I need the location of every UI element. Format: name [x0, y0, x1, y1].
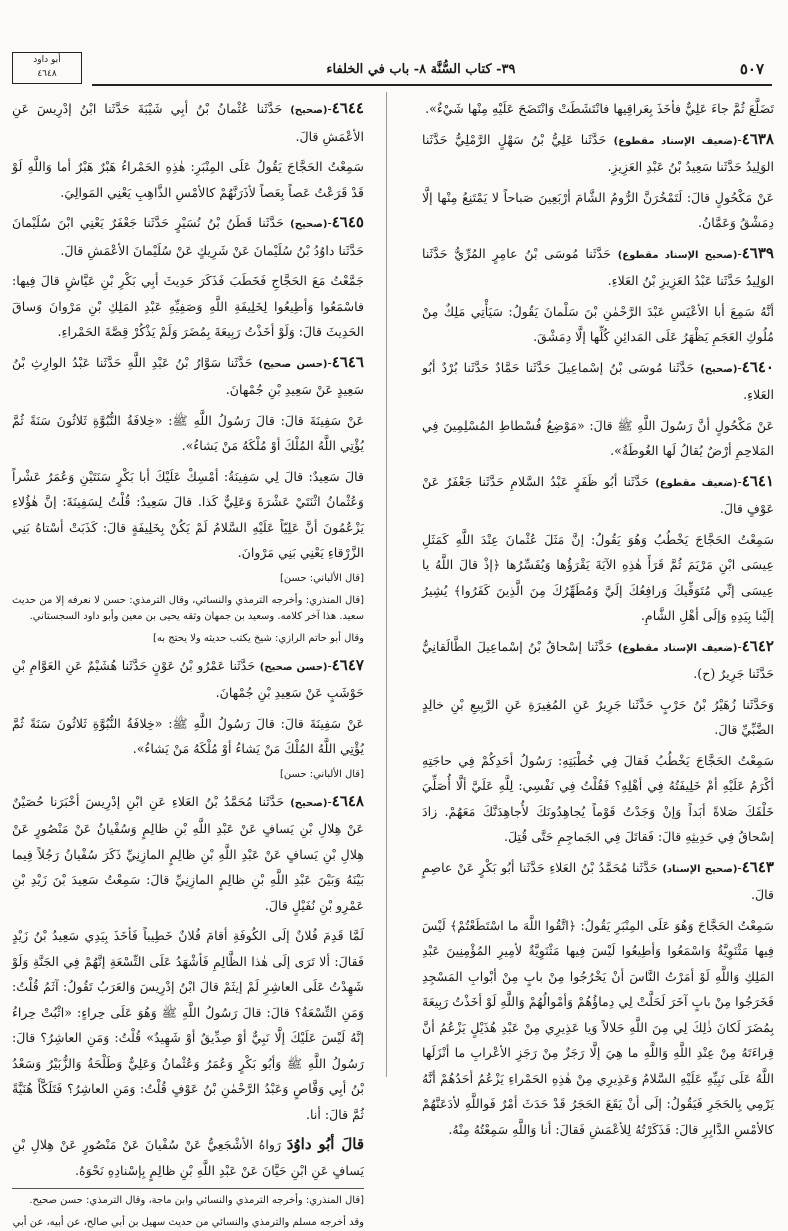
hadith-paragraph: ٤٦٤٨-(صحيح) حَدَّثَنا مُحَمَّدُ بْنُ العَلاءِ عَنِ ابْنِ إدْرِيسَ أخْبَرَنا حُصَيْنٌ عَنْ هِلالِ بْنِ يَسافٍ عَنْ عَبْدِ اللَّهِ بْنِ ظالِمٍ وَسُفْيانُ عَنْ مَنْصُورٍ عَنْ هِلالِ بْنِ يَسافٍ عَنْ عَبْدِ اللَّهِ بْنِ ظالِمٍ المازِنِيِّ ذَكَرَ سُفْيانُ رَجُلاً فِيما بَيْنَهُ وَبَيْنَ عَبْدِ اللَّهِ بْنِ ظالِمٍ المازِنِيِّ قالَ: سَمِعْتُ سَعِيدَ بْنَ زَيْدِ بْنِ عَمْرِو بْنِ نُفَيْلٍ قالَ.: [12, 791, 364, 913]
paragraph-text: حَدَّثَنا مُحَمَّدُ بْنُ العَلاءِ عَنِ ابْنِ إدْرِيسَ أخْبَرَنا حُصَيْنٌ عَنْ هِلالِ بْنِ يَسافٍ عَنْ عَبْدِ اللَّهِ بْنِ ظالِمٍ وَسُفْيانُ عَنْ مَنْصُورٍ عَنْ هِلالِ بْنِ يَسافٍ عَنْ عَبْدِ اللَّهِ بْنِ ظالِمٍ المازِنِيِّ ذَكَرَ سُفْيانُ رَجُلاً فِيما بَيْنَهُ وَبَيْنَ عَبْدِ اللَّهِ بْنِ ظالِمٍ المازِنِيِّ قالَ: سَمِعْتُ سَعِيدَ بْنَ زَيْدِ بْنِ عَمْرِو بْنِ نُفَيْلٍ قالَ.: [12, 793, 364, 913]
hadith-paragraph: ٤٦٤٣-(صحيح الإسناد) حَدَّثَنا مُحَمَّدُ بْنُ العَلاءِ حَدَّثَنا أبُو بَكْرٍ عَنْ عاصِمٍ قالَ.: [422, 857, 774, 902]
text-paragraph: [12, 711, 364, 762]
footnote-separator: [12, 1188, 364, 1189]
hadith-number: ٤٦٤٤: [331, 99, 364, 117]
paragraph-text: عَنْ سَفِينَةَ قالَ: قالَ رَسُولُ اللَّهِ ﷺ: «خِلافَةُ النُّبُوَّةِ ثَلاثُونَ سَنَةً ثُمَّ يُؤْتِي اللَّهُ المُلْكَ مَنْ يَشاءُ أوْ مُلْكَهُ مَنْ يَشاءُ».: [12, 715, 364, 756]
paragraph-text: حَدَّثَنا عَلِيُّ بْنُ سَهْلٍ الرَّمْلِيُّ حَدَّثَنا الوَلِيدُ حَدَّثَنا سَعِيدُ بْنُ عَبْدِ العَزِيزِ.: [422, 131, 774, 174]
text-paragraph: [422, 692, 774, 743]
grade-tag: (حسن صحيح): [259, 661, 328, 673]
text-paragraph: [422, 413, 774, 464]
paragraph-text: حَدَّثَنا مُحَمَّدُ بْنُ العَلاءِ حَدَّثَنا أبُو بَكْرٍ عَنْ عاصِمٍ قالَ.: [422, 859, 774, 902]
paragraph-text: عَنْ سَفِينَةَ قالَ: قالَ رَسُولُ اللَّهِ ﷺ: «خِلافَةُ النُّبُوَّةِ ثَلاثُونَ سَنَةً ثُمَّ يُؤْتِي اللَّهُ المُلْكَ أوْ مُلْكَهُ مَنْ يَشاءُ».: [12, 412, 364, 453]
hadith-number: ٤٦٤٦: [331, 352, 364, 371]
hadith-number: ٤٦٤٠: [741, 357, 774, 376]
grade-tag: (صحيح الإسناد): [662, 863, 738, 875]
left-block-1: [12, 96, 364, 566]
hadith-number: ٤٦٤٢: [741, 636, 774, 655]
paragraph-text: وَحَدَّثَنا زُهَيْرُ بْنُ حَرْبٍ حَدَّثَنا جَرِيرٌ عَنِ المُغِيرَةِ عَنِ الرَّبِيعِ بْنِ خالِدٍ الضَّبِّيِّ قالَ.: [422, 696, 774, 737]
paragraph-text: حَدَّثَنا عَمْرُو بْنُ عَوْنٍ حَدَّثَنا هُشَيْمٌ عَنِ العَوَّامِ بْنِ حَوْشَبٍ عَنْ سَعِيدِ بْنِ جُمْهانَ.: [12, 657, 364, 700]
grade-tag: (صحيح): [290, 105, 328, 116]
text-paragraph: [12, 408, 364, 459]
left-column: [12, 96, 364, 1228]
paragraph-text: حَدَّثَنا إسْحاقُ بْنُ إسْماعِيلَ الطَّالَقانِيُّ حَدَّثَنا جَرِيرٌ (ح).: [422, 638, 774, 681]
grade-tag: (صحيح): [290, 797, 328, 809]
grade-tag: (صحيح): [290, 219, 328, 230]
footnote-line: [قال الألباني: حسن]: [279, 572, 364, 584]
hadith-paragraph: ٤٦٣٨-(ضعيف الإسناد مقطوع) حَدَّثَنا عَلِيُّ بْنُ سَهْلٍ الرَّمْلِيُّ حَدَّثَنا الوَلِيدُ حَدَّثَنا سَعِيدُ بْنُ عَبْدِ العَزِيزِ.: [422, 129, 774, 174]
text-paragraph: [422, 96, 774, 122]
paragraph-text: حَدَّثَنا مُوسَى بْنُ إسْماعِيلَ حَدَّثَنا حَمَّادٌ حَدَّثَنا بُرْدٌ أبُو العَلاءِ.: [422, 359, 774, 402]
paragraph-text: حَدَّثَنا قَطَنُ بْنُ نُسَيْرٍ حَدَّثَنا جَعْفَرٌ يَعْنِي ابْنَ سُلَيْمانَ حَدَّثَنا داوُدُ بْنُ سُلَيْمانَ عَنْ شَرِيكٍ عَنْ سُلَيْمانَ الأعْمَشِ قالَ.: [12, 215, 364, 258]
paragraph-text: عَنْ مَكْحُولٍ قالَ: لَتَمْخُرَنَّ الرُّومُ الشَّامَ أرْبَعِينَ صَباحاً لا يَمْتَنِعُ مِنْها إلَّا دِمَشْقُ وَعَمَّانُ.: [422, 189, 774, 230]
chapter-title: ٣٩- كتاب السُّنَّة ٨- باب في الخلفاء: [326, 61, 516, 77]
page-number: ٥٠٧: [739, 60, 764, 78]
footnote-block-1: [12, 571, 364, 647]
text-paragraph: [422, 748, 774, 850]
right-column: [422, 96, 774, 1137]
hadith-paragraph: ٤٦٤٧-(حسن صحيح) حَدَّثَنا عَمْرُو بْنُ عَوْنٍ حَدَّثَنا هُشَيْمٌ عَنِ العَوَّامِ بْنِ حَوْشَبٍ عَنْ سَعِيدِ بْنِ جُمْهانَ.: [12, 655, 364, 700]
box-book-name: أبو داود: [33, 55, 61, 65]
paragraph-text: حَدَّثَنا سَوَّارُ بْنُ عَبْدِ اللَّهِ حَدَّثَنا عَبْدُ الوارِثِ بْنُ سَعِيدٍ عَنْ سَعِيدِ بْنِ جُمْهانَ.: [12, 354, 364, 397]
footnote-line: [قال المنذري: وأخرجه الترمذي والنسائي وابن ماجة، وقال الترمذي: حسن صحيح.: [29, 1195, 364, 1206]
text-paragraph: [422, 527, 774, 629]
grade-tag: (ضعيف مقطوع): [655, 477, 738, 489]
text-paragraph: [12, 268, 364, 345]
paragraph-text: لَمَّا قَدِمَ فُلانٌ إلَى الكُوفَةِ أقامَ فُلانٌ خَطِيباً فَأخَذَ بِيَدِي سَعِيدُ بْنُ زَيْدٍ فَقالَ: ألا تَرَى إلَى هٰذا الظَّالِمِ فَأشْهَدُ عَلَى التِّسْعَةِ إنَّهُمْ فِي الجَنَّةِ وَلَوْ شَهِدْتُ عَلَى العاشِرِ لَمْ إيثَمْ قالَ ابْنُ إدْرِيسَ وَالعَرَبُ تَقُولُ: آثَمُ قُلْتُ: وَمَنِ التِّسْعَةُ؟ قالَ: قالَ رَسُولُ اللَّهِ ﷺ وَهُوَ عَلَى حِراءٍ: «اثْبُتْ حِراءُ إنَّهُ لَيْسَ عَلَيْكَ إلَّا نَبِيٌّ أوْ صِدِّيقٌ أوْ شَهِيدٌ» قُلْتُ: وَمَنِ العاشِرُ؟ قالَ: رَسُولُ اللَّهِ ﷺ وَأبُو بَكْرٍ وَعُمَرُ وَعُثْمانُ وَعَلِيٌّ وَطَلْحَةُ وَالزُّبَيْرُ وَسَعْدُ بْنُ أبِي وَقَّاصٍ وَعَبْدُ الرَّحْمٰنِ بْنُ عَوْفٍ قُلْتُ: وَمَنِ العاشِرُ؟ فَتَلَكَّأَ هُنَيَّةً ثُمَّ قالَ: أنا.: [12, 928, 364, 1122]
hadith-paragraph: ٤٦٤٢-(ضعيف الإسناد مقطوع) حَدَّثَنا إسْحاقُ بْنُ إسْماعِيلَ الطَّالَقانِيُّ حَدَّثَنا جَرِيرٌ (ح).: [422, 636, 774, 681]
grade-tag: (صحيح الإسناد مقطوع): [617, 249, 738, 261]
hadith-paragraph: ٤٦٣٩-(صحيح الإسناد مقطوع) حَدَّثَنا مُوسَى بْنُ عامِرٍ المُرِّيُّ حَدَّثَنا الوَلِيدُ حَدَّثَنا عَبْدُ العَزِيزِ بْنُ العَلاءِ.: [422, 243, 774, 288]
hadith-number: ٤٦٤٧: [331, 655, 364, 674]
box-hadith-number: ٤٦٤٨: [37, 69, 57, 79]
paragraph-text: سَمِعْتُ الحَجَّاجَ يَخْطُبُ وَهُوَ يَقُولُ: إنَّ مَثَلَ عُثْمانَ عِنْدَ اللَّهِ كَمَثَلِ عِيسَى ابْنِ مَرْيَمَ ثُمَّ قَرَأَ هٰذِهِ الآيَةَ يَقْرَؤُها وَيُفَسِّرُها ﴿إذْ قالَ اللَّهُ يا عِيسَى إنِّي مُتَوَفِّيكَ وَرافِعُكَ إلَيَّ وَمُطَهِّرُكَ مِنَ الَّذِينَ كَفَرُوا﴾ يُشِيرُ إلَيْنا بِيَدِهِ وَإلَى أهْلِ الشَّامِ.: [422, 531, 774, 623]
left-block-3: [12, 789, 364, 1184]
text-paragraph: [422, 299, 774, 350]
paragraph-text: حَدَّثَنا مُوسَى بْنُ عامِرٍ المُرِّيُّ حَدَّثَنا الوَلِيدُ حَدَّثَنا عَبْدُ العَزِيزِ بْنُ العَلاءِ.: [422, 245, 774, 288]
hadith-number: ٤٦٤٣: [741, 857, 774, 876]
footnote-line: [قال المنذري: وأخرجه الترمذي والنسائي، وقال الترمذي: حسن لا نعرفه إلا من حديث سعيد. هذا آخر كلامه. وسعيد بن جمهان وثقه يحيى بن معين وأبو داود السجستاني.: [12, 594, 364, 622]
paragraph-text: سَمِعْتُ الحَجَّاجَ يَقُولُ عَلَى المِنْبَرِ: هٰذِهِ الحَمْراءُ هَبْرٌ هَبْرٌ أما وَاللَّهِ لَوْ قَدْ قَرَعْتُ عَصاً بِعَصاً لأذَرَنَّهُمْ كالأمْسِ الذَّاهِبِ يَعْنِي المَوالِيَ.: [12, 159, 364, 200]
paragraph-text: تَضَلَّعَ ثُمَّ جاءَ عَلِيٌّ فأخَذَ بِعَراقِيها فانْتَشَطَتْ وَانْتَضَحَ عَلَيْهِ مِنْها شَيْءٌ».: [425, 101, 774, 116]
text-paragraph: [422, 185, 774, 236]
hadith-paragraph: ٤٦٤٤-(صحيح) حَدَّثَنا عُثْمانُ بْنُ أبِي شَيْبَةَ حَدَّثَنا ابْنُ إدْرِيسَ عَنِ الأعْمَشِ قالَ.: [12, 99, 364, 144]
footnote-line: وقد أخرجه مسلم والترمذي والنسائي من حديث سهيل بن أبي صالح، عن أبيه، عن أبي: [12, 1217, 364, 1228]
hadith-number: ٤٦٤٥: [331, 213, 364, 231]
author-remark-label: قالَ أبُو داوُدَ: [286, 1135, 364, 1153]
hadith-paragraph: ٤٦٤١-(ضعيف مقطوع) حَدَّثَنا أبُو ظَفَرٍ عَبْدُ السَّلامِ حَدَّثَنا جَعْفَرٌ عَنْ عَوْفٍ قالَ.: [422, 471, 774, 516]
text-paragraph: [422, 913, 774, 1143]
albani-grade-note: [قال الألباني: حسن]: [279, 768, 364, 780]
left-block-2: [12, 653, 364, 762]
text-paragraph: [12, 923, 364, 1127]
paragraph-text: جَمَّعْتُ مَعَ الحَجَّاجِ فَخَطَبَ فَذَكَرَ حَدِيثَ أبِي بَكْرِ بْنِ عَيَّاشٍ قالَ فِيها: فاسْمَعُوا وَأطِيعُوا لِخَلِيفَةِ اللَّهِ وَصَفِيِّهِ عَبْدِ المَلِكِ بْنِ مَرْوانَ وَساقَ الحَدِيثَ قالَ: وَلَوْ أخَذْتُ رَبِيعَةَ بِمُضَرَ وَلَمْ يَذْكُرْ قِصَّةَ الحَمْراءِ.: [12, 273, 364, 339]
grade-tag: (حسن صحيح): [258, 358, 328, 370]
footnote-line: وقال أبو حاتم الرازي: شيخ يكتب حديثه ولا يحتج به]: [153, 632, 364, 644]
paragraph-text: سَمِعْتُ الحَجَّاجَ وَهُوَ عَلَى المِنْبَرِ يَقُولُ: ﴿اتَّقُوا اللَّهَ ما اسْتَطَعْتُمْ﴾ لَيْسَ فِيها مَثْنَوِيَّةٌ وَاسْمَعُوا وَأطِيعُوا لَيْسَ فِيها مَثْنَوِيَّةٌ لأمِيرِ المُؤْمِنِينَ عَبْدِ المَلِكِ وَاللَّهِ لَوْ أمَرْتُ النَّاسَ أنْ يَخْرُجُوا مِنْ بابٍ مِنْ أبْوابِ المَسْجِدِ فَخَرَجُوا مِنْ بابٍ آخَرَ لَحَلَّتْ لِي دِماؤُهُمْ وَأمْوالُهُمْ وَاللَّهِ لَوْ أخَذْتُ رَبِيعَةَ بِمُضَرَ لَكانَ ذٰلِكَ لِي مِنَ اللَّهِ حَلالاً وَيا عَذِيرِي مِنْ عَبْدِ هُذَيْلٍ يَزْعُمُ أنَّ قِراءَتَهُ مِنْ عِنْدِ اللَّهِ وَاللَّهِ ما هِيَ إلَّا رَجَزٌ مِنْ رَجَزِ الأعْرابِ ما أنْزَلَها اللَّهُ عَلَى نَبِيِّهِ عَلَيْهِ السَّلامُ وَعَذِيرِي مِنْ هٰذِهِ الحَمْراءِ يَزْعُمُ أحَدُهُمْ أنَّهُ يَرْمِي بِالحَجَرِ فَيَقُولُ: إلَى أنْ يَقَعَ الحَجَرُ قَدْ حَدَثَ أمْرٌ فَواللَّهِ لأدَعَنَّهُمْ كالأمْسِ الدَّابِرِ قالَ: فَذَكَرْتُهُ لِلأعْمَشِ فَقالَ: أنا وَاللَّهِ سَمِعْتُهُ مِنْهُ.: [422, 917, 774, 1137]
paragraph-text: قالَ سَعِيدٌ: قالَ لِي سَفِينَةُ: أمْسِكْ عَلَيْكَ أبا بَكْرٍ سَنَتَيْنِ وَعُمَرُ عَشْراً وَعُثْمانُ اثْنَتَيْ عَشْرَةَ وَعَلِيٌّ كَذا. قالَ سَعِيدٌ: قُلْتُ لِسَفِينَةَ: إنَّ هٰؤُلاءِ يَزْعُمُونَ أنَّ عَلِيّاً عَلَيْهِ السَّلامُ لَمْ يَكُنْ بِخَلِيفَةٍ قالَ: كَذَبَتْ أسْتاهُ بَنِي الزَّرْقاءِ يَعْنِي بَنِي مَرْوانَ.: [12, 468, 364, 560]
page-header: [92, 54, 772, 86]
paragraph-text: أنَّهُ سَمِعَ أبا الأعْيَسِ عَبْدَ الرَّحْمٰنِ بْنَ سَلْمانَ يَقُولُ: سَيَأْتِي مَلِكٌ مِنْ مُلُوكِ العَجَمِ يَظْهَرُ عَلَى المَدائِنِ كُلِّها إلَّا دِمَشْقَ.: [422, 303, 774, 344]
grade-tag: (صحيح): [700, 363, 738, 375]
footnote-block-3: [12, 1193, 364, 1231]
hadith-number: ٤٦٣٩: [741, 243, 774, 262]
hadith-number: ٤٦٣٨: [741, 129, 774, 148]
hadith-number: ٤٦٤٨: [331, 791, 364, 810]
hadith-range-box: [12, 52, 82, 84]
paragraph-text: حَدَّثَنا عُثْمانُ بْنُ أبِي شَيْبَةَ حَدَّثَنا ابْنُ إدْرِيسَ عَنِ الأعْمَشِ قالَ.: [12, 101, 364, 144]
hadith-paragraph: ٤٦٤٥-(صحيح) حَدَّثَنا قَطَنُ بْنُ نُسَيْرٍ حَدَّثَنا جَعْفَرٌ يَعْنِي ابْنَ سُلَيْمانَ حَدَّثَنا داوُدُ بْنُ سُلَيْمانَ عَنْ شَرِيكٍ عَنْ سُلَيْمانَ الأعْمَشِ قالَ.: [12, 213, 364, 258]
hadith-paragraph: ٤٦٤٠-(صحيح) حَدَّثَنا مُوسَى بْنُ إسْماعِيلَ حَدَّثَنا حَمَّادٌ حَدَّثَنا بُرْدٌ أبُو العَلاءِ.: [422, 357, 774, 402]
hadith-number: ٤٦٤١: [741, 471, 774, 490]
text-paragraph: [12, 464, 364, 566]
text-paragraph: [12, 154, 364, 205]
grade-tag: (ضعيف الإسناد مقطوع): [613, 135, 738, 147]
grade-tag: (ضعيف الإسناد مقطوع): [617, 642, 738, 654]
column-divider: [386, 92, 387, 1077]
paragraph-text: رَواهُ الأشْجَعِيُّ عَنْ سُفْيانَ عَنْ مَنْصُورٍ عَنْ هِلالِ بْنِ يَسافٍ عَنِ ابْنِ حَيَّانَ عَنْ عَبْدِ اللَّهِ بْنِ ظالِمٍ بِإسْنادِهِ نَحْوَهُ.: [12, 1137, 364, 1178]
hadith-paragraph: ٤٦٤٦-(حسن صحيح) حَدَّثَنا سَوَّارُ بْنُ عَبْدِ اللَّهِ حَدَّثَنا عَبْدُ الوارِثِ بْنُ سَعِيدٍ عَنْ سَعِيدِ بْنِ جُمْهانَ.: [12, 352, 364, 397]
paragraph-text: حَدَّثَنا أبُو ظَفَرٍ عَبْدُ السَّلامِ حَدَّثَنا جَعْفَرٌ عَنْ عَوْفٍ قالَ.: [422, 473, 774, 516]
paragraph-text: عَنْ مَكْحُولٍ أنَّ رَسُولَ اللَّهِ ﷺ قالَ: «مَوْضِعُ فُسْطاطِ المُسْلِمِينَ فِي المَلاحِمِ أرْضٌ يُقالُ لَها الغُوطَةُ».: [422, 417, 774, 458]
paragraph-text: سَمِعْتُ الحَجَّاجَ يَخْطُبُ فَقالَ فِي خُطْبَتِهِ: رَسُولُ أحَدِكُمْ فِي حاجَتِهِ أكْرَمُ عَلَيْهِ أمْ خَلِيفَتُهُ فِي أهْلِهِ؟ فَقُلْتُ فِي نَفْسِي: لِلَّهِ عَلَيَّ ألَّا أُصَلِّيَ خَلْفَكَ صَلاةً أبَداً وَإنْ وَجَدْتُ قَوْماً يُجاهِدُونَكَ لأُجاهِدَنَّكَ مَعَهُمْ. زادَ إسْحاقُ فِي حَدِيثِهِ قالَ: فَقاتَلَ فِي الجَماجِمِ حَتَّى قُتِلَ.: [422, 752, 774, 844]
text-paragraph: [12, 1132, 364, 1183]
